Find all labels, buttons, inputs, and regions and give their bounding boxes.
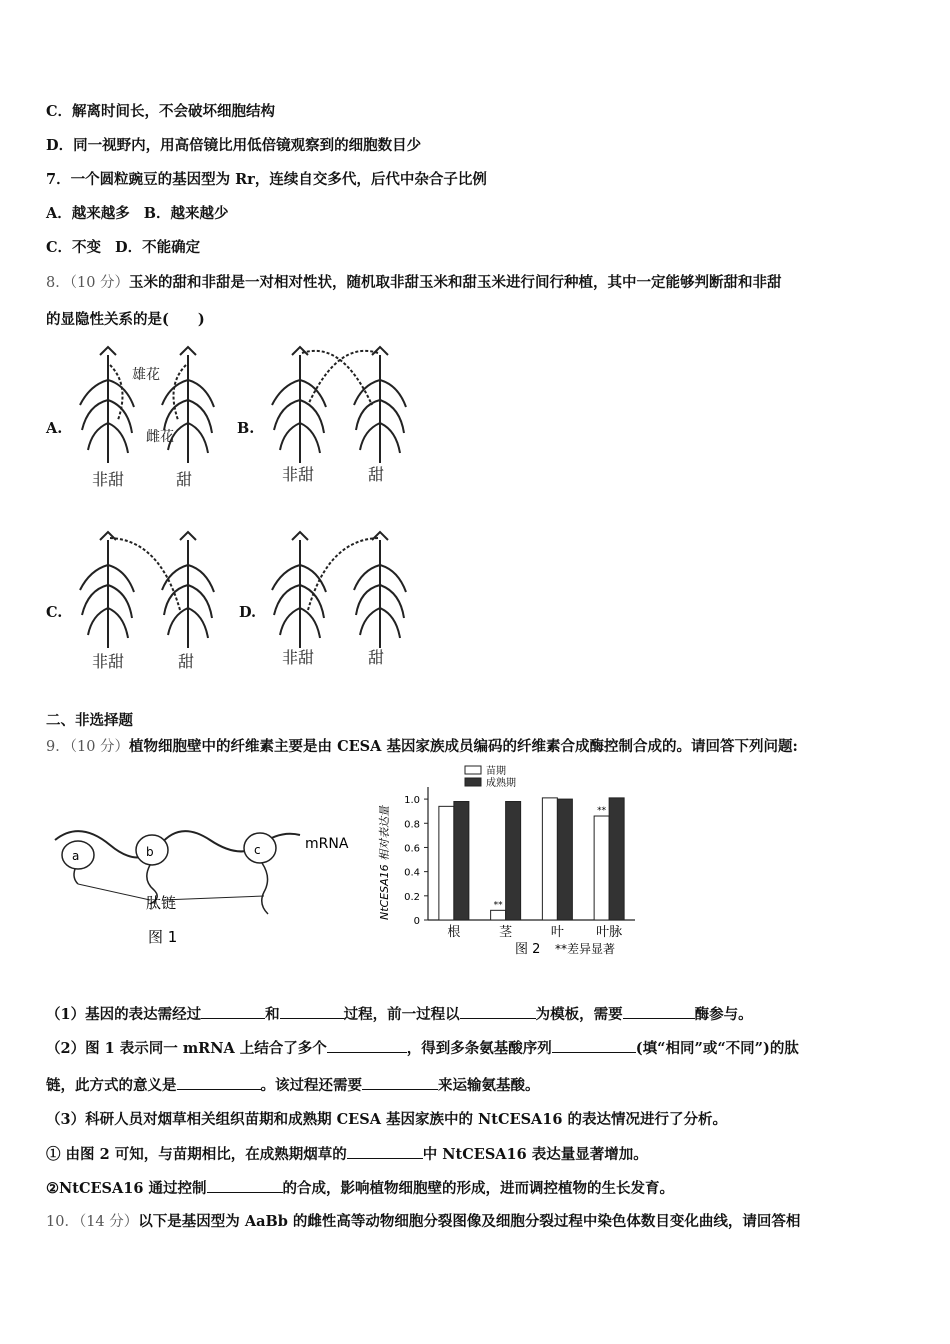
x-tick-label: 茎 bbox=[499, 925, 513, 940]
q9-part-2: （2）图 1 表示同一 mRNA 上结合了多个 ，得到多条氨基酸序列 (填“相同”或“不同”)的肽 bbox=[46, 1040, 799, 1057]
q9-part-3-2: ②NtCESA16 通过控制 的合成，影响植物细胞壁的形成，进而调控植物的生长发育。 bbox=[46, 1180, 674, 1197]
figure-2-chart bbox=[370, 765, 650, 965]
sweet-label: 甜 bbox=[368, 648, 385, 667]
female-flower-label: 雌花 bbox=[146, 429, 174, 445]
significance-mark: ** bbox=[493, 900, 503, 911]
sweet-label: 甜 bbox=[368, 465, 385, 484]
option-d-label: D. bbox=[239, 604, 257, 621]
significance-note: **差异显著 bbox=[555, 942, 616, 956]
question-8-cont: 的显隐性关系的是( ) bbox=[46, 311, 205, 328]
y-tick-label: 1.0 bbox=[404, 795, 420, 807]
figure-1-caption: 图 1 bbox=[148, 928, 178, 946]
sweet-label: 甜 bbox=[176, 470, 193, 489]
peptide-label: 肽链 bbox=[146, 894, 177, 912]
section-heading: 二、非选择题 bbox=[46, 712, 133, 729]
x-tick-label: 叶脉 bbox=[596, 925, 623, 940]
option-c-label: C. bbox=[46, 604, 63, 621]
legend-label: 苗期 bbox=[486, 766, 506, 777]
q9-part-3-1: ① 由图 2 可知，与苗期相比，在成熟期烟草的 中 NtCESA16 表达量显著增加。 bbox=[46, 1146, 648, 1163]
y-tick-label: 0.6 bbox=[404, 843, 420, 855]
y-tick-label: 0 bbox=[413, 916, 420, 927]
bar-seedling bbox=[439, 806, 454, 920]
legend-swatch bbox=[465, 778, 481, 786]
nonsweet-label: 非甜 bbox=[92, 652, 125, 671]
bars bbox=[439, 798, 624, 920]
sweet-label: 甜 bbox=[178, 652, 195, 671]
question-10: 10．（14 分）以下是基因型为 AaBb 的雌性高等动物细胞分裂图像及细胞分裂过程中染色体数目变化曲线，请回答相 bbox=[46, 1213, 801, 1230]
question-9: 9．（10 分）植物细胞壁中的纤维素主要是由 CESA 基因家族成员编码的纤维素合成酶控制合成的。请回答下列问题: bbox=[46, 738, 798, 755]
male-flower-label: 雄花 bbox=[132, 367, 160, 383]
y-axis-label: NtCESA16 相对表达量 bbox=[378, 805, 391, 920]
nonsweet-label: 非甜 bbox=[282, 648, 315, 667]
option-a-label: A. bbox=[46, 420, 63, 437]
q9-part-3: （3）科研人员对烟草相关组织苗期和成熟期 CESA 基因家族中的 NtCESA16 的表达情况进行了分析。 bbox=[46, 1111, 728, 1128]
bar-mature bbox=[609, 798, 624, 920]
option-c-q6: C．解离时间长，不会破坏细胞结构 bbox=[46, 103, 276, 120]
ribosome-c-label: c bbox=[254, 843, 261, 857]
nonsweet-label: 非甜 bbox=[92, 470, 125, 489]
corn-figure-b bbox=[262, 345, 422, 495]
significance-mark: ** bbox=[597, 806, 607, 817]
bar-mature bbox=[557, 799, 572, 920]
y-tick-label: 0.8 bbox=[404, 819, 420, 831]
q9-part-2-cont: 链，此方式的意义是 。该过程还需要 来运输氨基酸。 bbox=[46, 1077, 540, 1094]
legend bbox=[465, 765, 516, 789]
option-b-label: B. bbox=[237, 420, 255, 437]
y-tick-label: 0.2 bbox=[404, 891, 420, 903]
corn-figure-c bbox=[70, 530, 230, 680]
bar-seedling bbox=[594, 816, 609, 920]
question-7: 7．一个圆粒豌豆的基因型为 Rr，连续自交多代，后代中杂合子比例 bbox=[46, 171, 487, 188]
q9-part-1: （1）基因的表达需经过 和 过程，前一过程以 为模板，需要 酶参与。 bbox=[46, 1006, 753, 1023]
legend-label: 成熟期 bbox=[486, 778, 516, 789]
bar-seedling bbox=[542, 798, 557, 920]
option-d-q6: D．同一视野内，用高倍镜比用低倍镜观察到的细胞数目少 bbox=[46, 137, 422, 154]
figure-1-translation bbox=[50, 800, 360, 950]
question-8: 8．（10 分）玉米的甜和非甜是一对相对性状，随机取非甜玉米和甜玉米进行间行种植，其中一定能够判断甜和非甜 bbox=[46, 274, 782, 291]
x-tick-label: 叶 bbox=[550, 925, 564, 940]
nonsweet-label: 非甜 bbox=[282, 465, 315, 484]
ribosome-a-label: a bbox=[72, 849, 80, 863]
y-tick-label: 0.4 bbox=[404, 867, 420, 879]
bar-mature bbox=[506, 802, 521, 920]
bar-seedling bbox=[491, 910, 506, 920]
q7-options-cd: C．不变 D．不能确定 bbox=[46, 239, 201, 256]
mrna-label: mRNA bbox=[305, 836, 349, 852]
legend-swatch bbox=[465, 766, 481, 774]
corn-figure-d bbox=[262, 530, 422, 680]
corn-figure-a bbox=[70, 345, 230, 495]
figure-2-caption: 图 2 bbox=[515, 942, 541, 957]
x-tick-label: 根 bbox=[447, 925, 461, 940]
ribosome-b-label: b bbox=[146, 845, 154, 859]
q7-options-ab: A．越来越多 B．越来越少 bbox=[46, 205, 229, 222]
bar-mature bbox=[454, 802, 469, 920]
